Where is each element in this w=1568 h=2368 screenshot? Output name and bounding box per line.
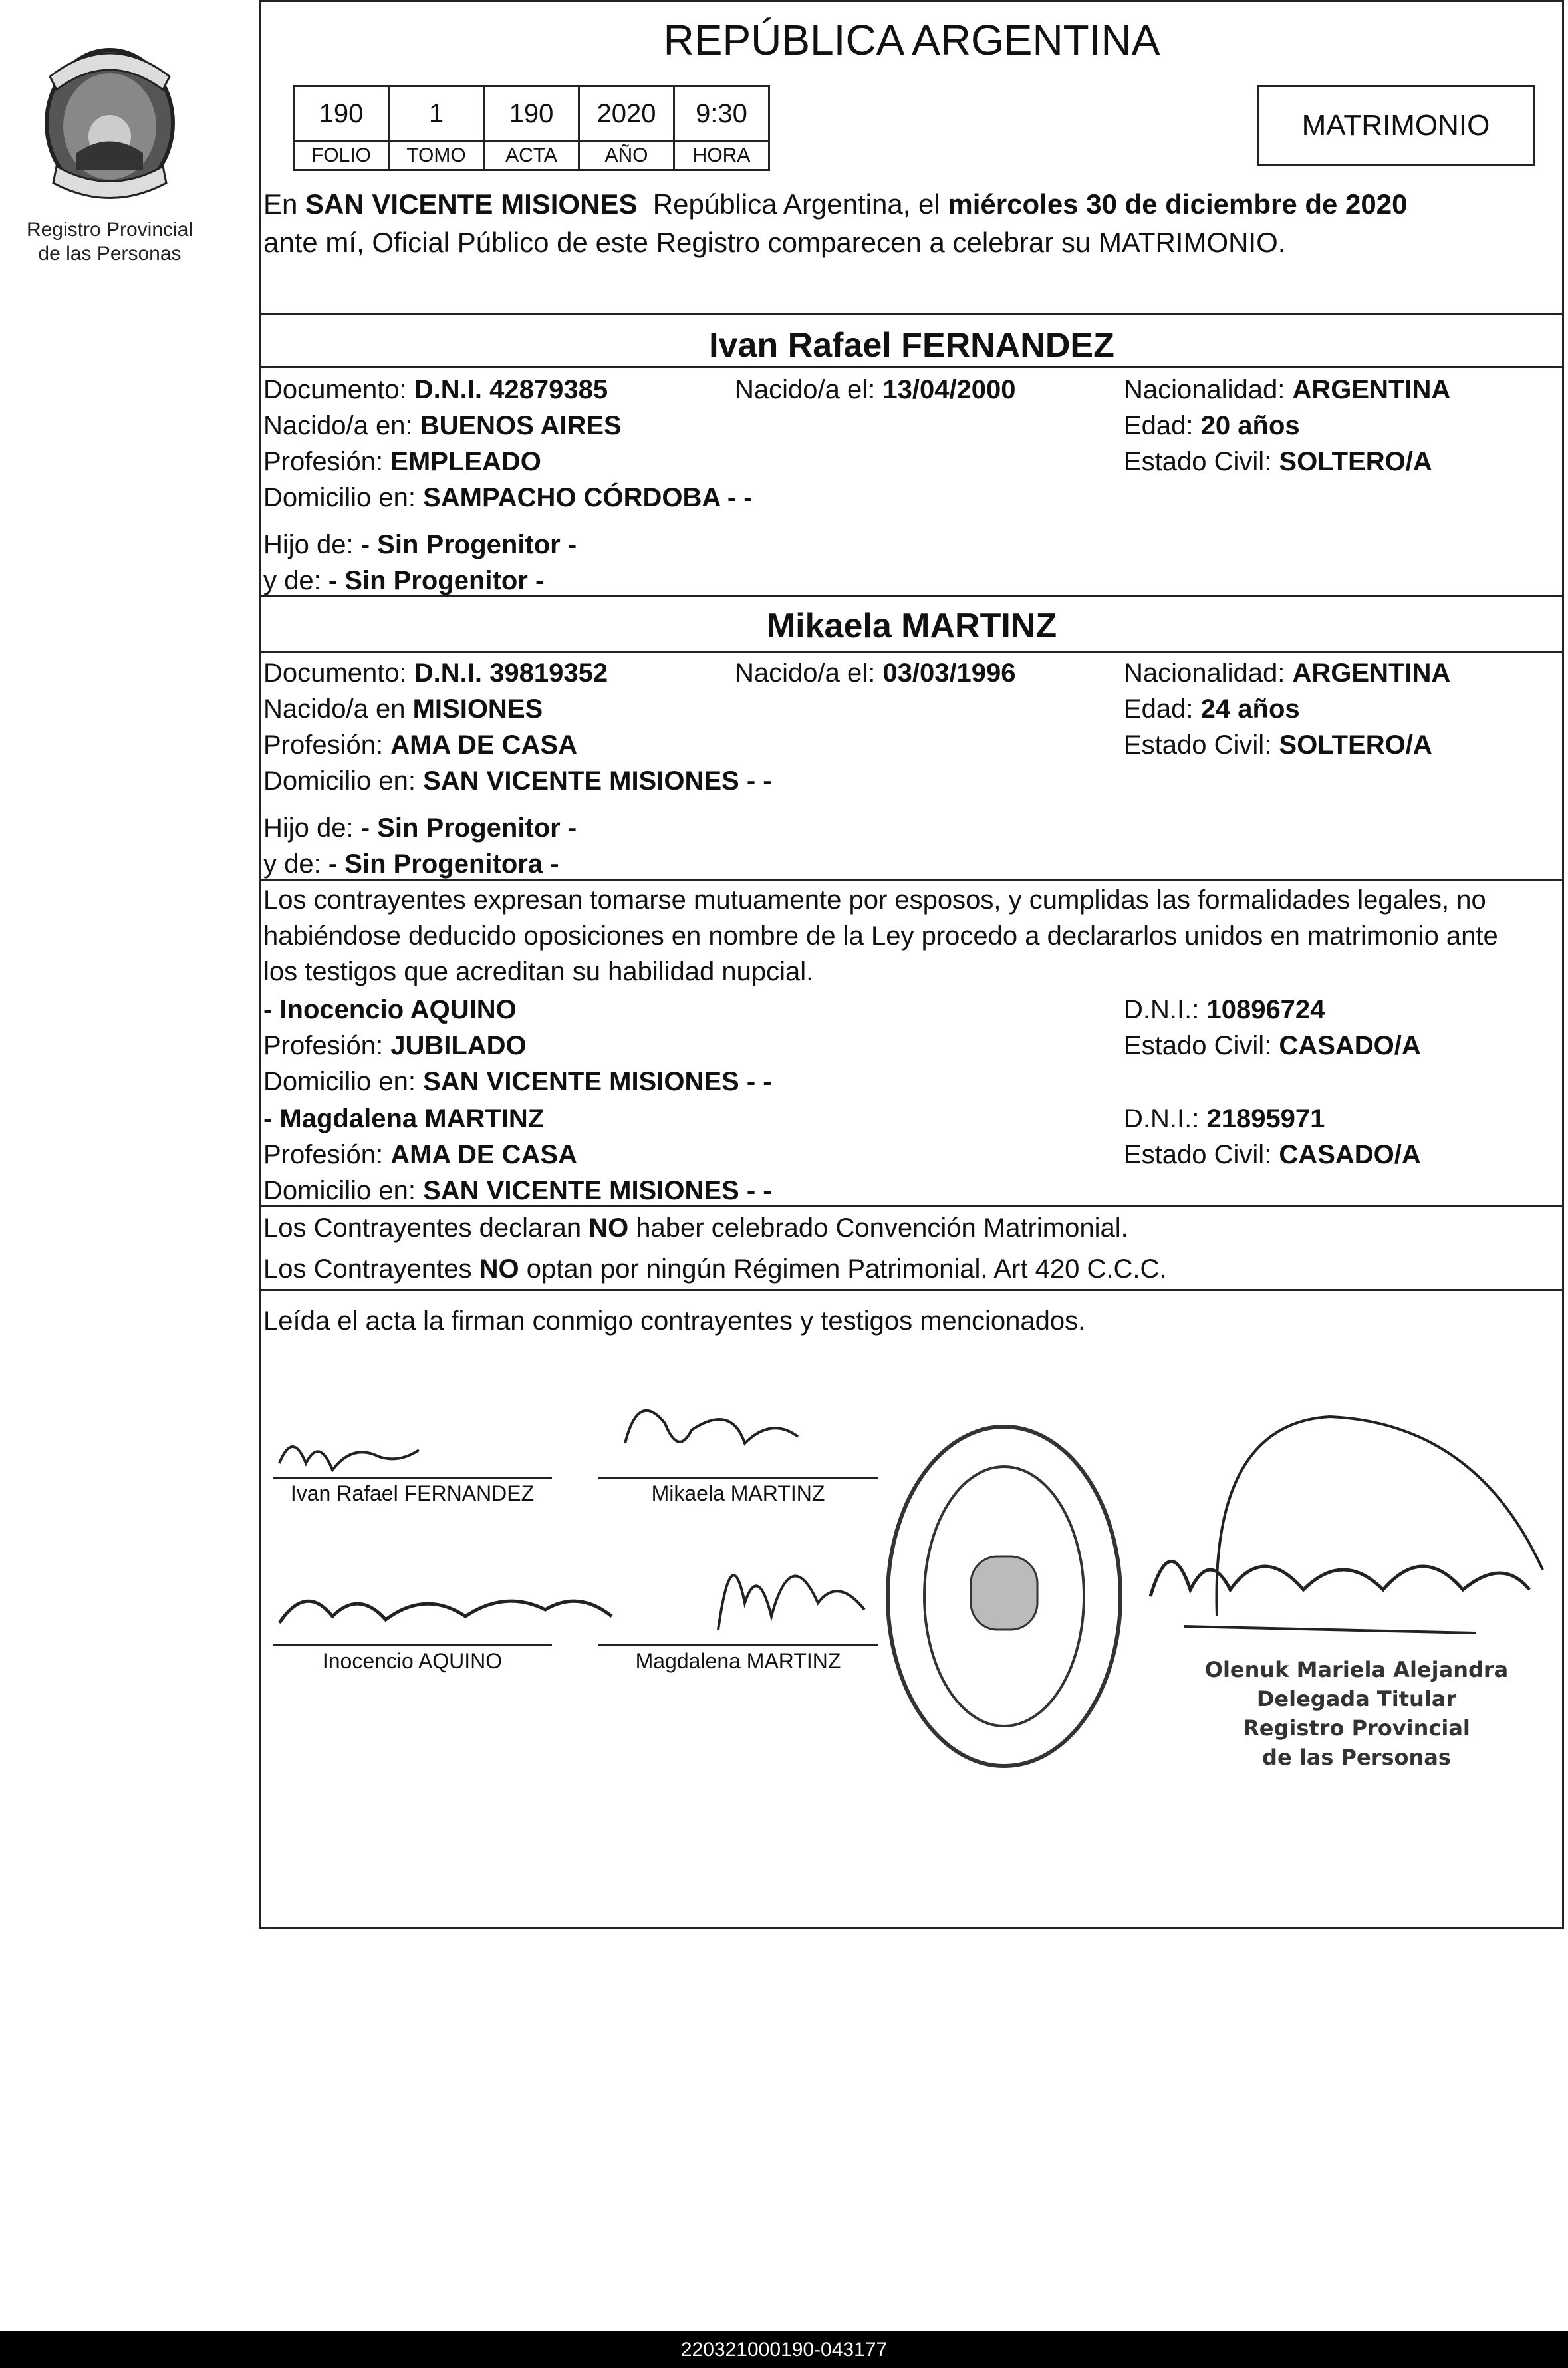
intro-line-1: En SAN VICENTE MISIONES República Argentina, el miércoles 30 de diciembre de 2020 (263, 188, 1408, 220)
official-stamp: Olenuk Mariela Alejandra Delegada Titular Registro Provincial de las Personas (1204, 1657, 1509, 1770)
divider (259, 366, 1564, 368)
spouse1-civil-status: Estado Civil: SOLTERO/A (1124, 447, 1432, 476)
witness2-address: Domicilio en: SAN VICENTE MISIONES - - (263, 1176, 772, 1205)
witness1-dni: D.N.I.: 10896724 (1124, 995, 1325, 1024)
witness1-civil-status: Estado Civil: CASADO/A (1124, 1031, 1421, 1060)
spouse1-name: Ivan Rafael FERNANDEZ (709, 326, 1114, 365)
document-title: REPÚBLICA ARGENTINA (663, 16, 1160, 64)
document-code: 220321000190-043177 (0, 2331, 1568, 2368)
year-label: AÑO (579, 142, 674, 170)
signature-line (273, 1477, 552, 1479)
signature-line (598, 1644, 878, 1646)
witness1-profession: Profesión: JUBILADO (263, 1031, 527, 1060)
spouse1-parent2: y de: - Sin Progenitor - (263, 566, 545, 595)
divider (259, 313, 1564, 315)
seal-caption: Registro Provincial de las Personas (26, 219, 194, 265)
witness1-name: - Inocencio AQUINO (263, 995, 517, 1024)
convention-line-2: Los Contrayentes NO optan por ningún Régimen Patrimonial. Art 420 C.C.C. (263, 1255, 1167, 1284)
spouse2-civil-status: Estado Civil: SOLTERO/A (1124, 730, 1432, 760)
spouse2-signature-name: Mikaela MARTINZ (651, 1481, 825, 1505)
record-table (293, 85, 770, 171)
witness2-name: - Magdalena MARTINZ (263, 1104, 545, 1133)
spouse2-birthplace: Nacido/a en MISIONES (263, 694, 543, 724)
spouse2-birth-date: Nacido/a el: 03/03/1996 (735, 659, 1016, 688)
spouse2-address: Domicilio en: SAN VICENTE MISIONES - - (263, 766, 772, 796)
spouse2-name: Mikaela MARTINZ (766, 607, 1057, 645)
spouse1-profession: Profesión: EMPLEADO (263, 447, 541, 476)
official-signature (1130, 1397, 1556, 1650)
spouse2-nationality: Nacionalidad: ARGENTINA (1124, 659, 1451, 688)
closing-text: Leída el acta la firman conmigo contrayentes y testigos mencionados. (263, 1306, 1086, 1336)
hour-label: HORA (674, 142, 769, 170)
spouse1-nationality: Nacionalidad: ARGENTINA (1124, 375, 1451, 404)
spouse1-birth-date: Nacido/a el: 13/04/2000 (735, 375, 1016, 404)
act-type-box: MATRIMONIO (1257, 85, 1535, 166)
acta-value: 190 (484, 86, 579, 142)
divider (259, 651, 1564, 653)
spouse1-address: Domicilio en: SAMPACHO CÓRDOBA - - (263, 483, 753, 512)
year-value: 2020 (579, 86, 674, 142)
witness1-signature-name: Inocencio AQUINO (322, 1649, 503, 1673)
hour-value: 9:30 (674, 86, 769, 142)
folio-label: FOLIO (294, 142, 389, 170)
spouse1-age: Edad: 20 años (1124, 411, 1300, 440)
spouse2-age: Edad: 24 años (1124, 694, 1300, 724)
provincial-seal (30, 37, 190, 203)
spouse2-parent2: y de: - Sin Progenitora - (263, 849, 559, 879)
folio-value: 190 (294, 86, 389, 142)
witness1-address: Domicilio en: SAN VICENTE MISIONES - - (263, 1067, 772, 1096)
witness2-civil-status: Estado Civil: CASADO/A (1124, 1140, 1421, 1169)
tomo-label: TOMO (389, 142, 484, 170)
spouse2-parent1: Hijo de: - Sin Progenitor - (263, 814, 577, 843)
spouse1-document: Documento: D.N.I. 42879385 (263, 375, 608, 404)
convention-line-1: Los Contrayentes declaran NO haber celebrado Convención Matrimonial. (263, 1213, 1128, 1243)
spouse1-parent1: Hijo de: - Sin Progenitor - (263, 530, 577, 559)
signature-line (273, 1644, 552, 1646)
spouse2-document: Documento: D.N.I. 39819352 (263, 659, 608, 688)
spouse1-signature-name: Ivan Rafael FERNANDEZ (290, 1481, 535, 1505)
acta-label: ACTA (484, 142, 579, 170)
witness2-profession: Profesión: AMA DE CASA (263, 1140, 577, 1169)
declaration-text: Los contrayentes expresan tomarse mutuamente por esposos, y cumplidas las formalidades legales, no habiéndose deducido oposiciones en nombre de la Ley procedo a declararlos unidos en matrimonio ante los testigos que acreditan su habilidad nupcial. (263, 885, 1498, 986)
witness2-dni: D.N.I.: 21895971 (1124, 1104, 1325, 1133)
spouse2-profession: Profesión: AMA DE CASA (263, 730, 577, 760)
spouse1-birthplace: Nacido/a en: BUENOS AIRES (263, 411, 622, 440)
registry-round-stamp (878, 1410, 1130, 1783)
witness2-signature-name: Magdalena MARTINZ (635, 1649, 841, 1673)
tomo-value: 1 (389, 86, 484, 142)
divider (259, 1289, 1564, 1291)
intro-line-2: ante mí, Oficial Público de este Registro comparecen a celebrar su MATRIMONIO. (263, 227, 1286, 258)
signature-line (598, 1477, 878, 1479)
